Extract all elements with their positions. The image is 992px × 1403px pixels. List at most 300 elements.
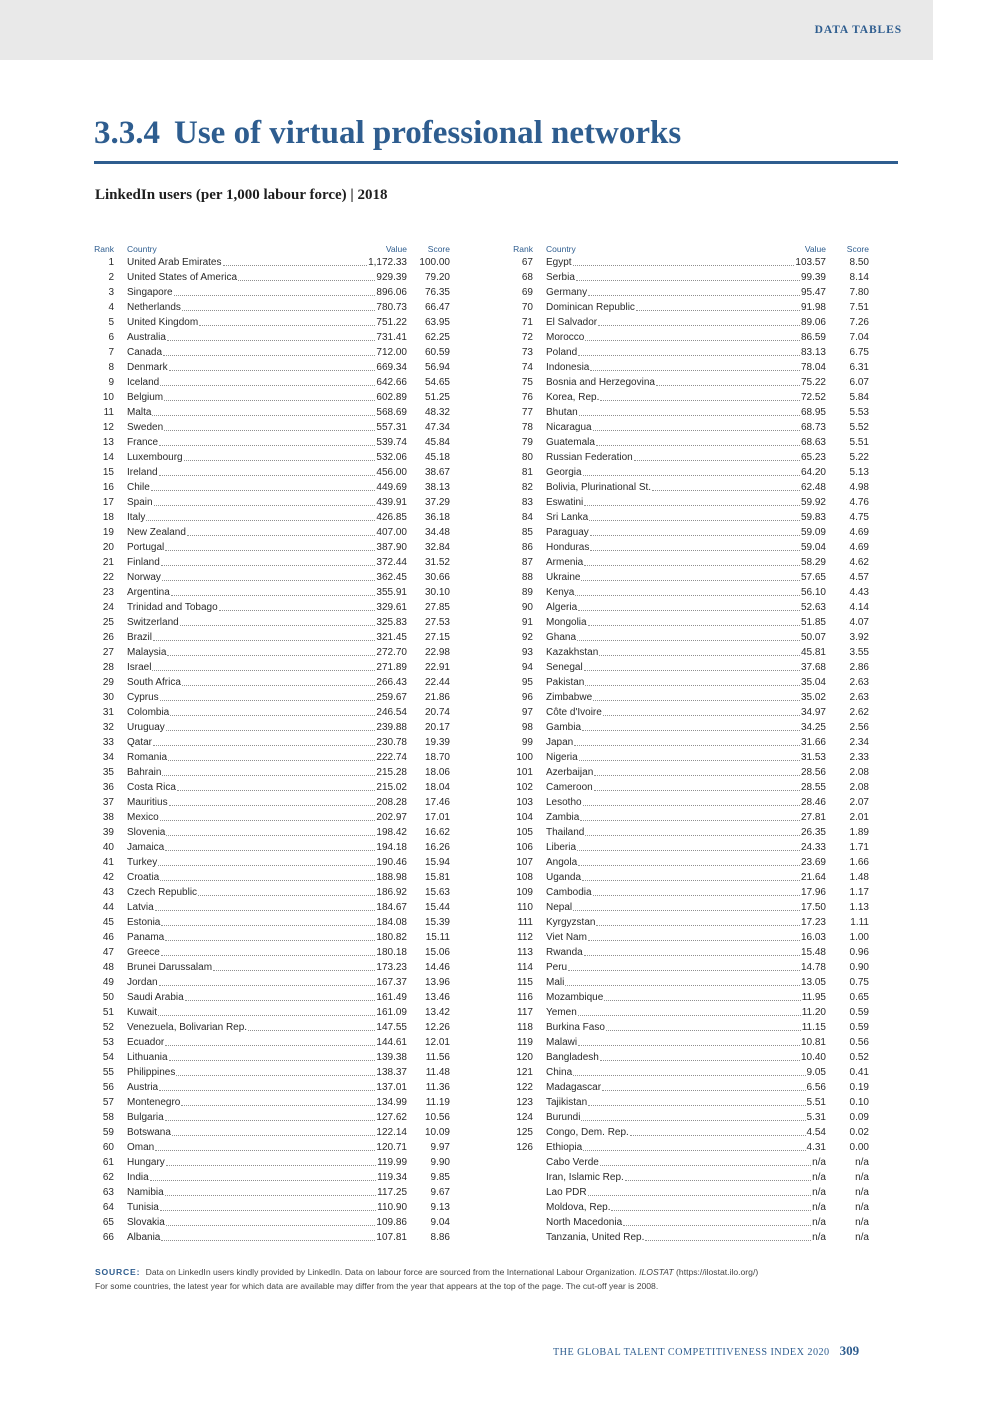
rank-cell: 33 (102, 737, 114, 748)
score-cell: 76.35 (424, 287, 450, 298)
country-name: Bulgaria (127, 1112, 164, 1123)
value-cell: 731.41 (376, 332, 407, 343)
country-name: Brazil (127, 632, 153, 643)
score-cell: 18.70 (424, 752, 450, 763)
dot-leader (159, 1090, 375, 1091)
table-row (94, 405, 450, 420)
country-value-cell (114, 495, 407, 510)
dot-leader (590, 550, 800, 551)
rank-cell: 106 (516, 842, 533, 853)
country-value-cell (114, 1125, 407, 1140)
value-cell: 202.97 (376, 812, 407, 823)
country-name: Nigeria (546, 752, 578, 763)
column-header-score: Score (846, 243, 869, 254)
value-cell: 137.01 (376, 1082, 407, 1093)
country-value-cell (533, 675, 826, 690)
score-cell: 22.91 (424, 662, 450, 673)
country-name: Namibia (127, 1187, 164, 1198)
score-cell: 8.86 (430, 1232, 450, 1243)
country-name: Zimbabwe (546, 692, 593, 703)
value-cell: 127.62 (376, 1112, 407, 1123)
table-row (513, 855, 869, 870)
dot-leader (155, 910, 376, 911)
country-value-cell (114, 510, 407, 525)
column-header-score: Score (427, 243, 450, 254)
rank-cell: 93 (521, 647, 533, 658)
score-cell: 4.76 (849, 497, 869, 508)
country-name: Philippines (127, 1067, 176, 1078)
score-cell: 18.06 (424, 767, 450, 778)
table-row (513, 1200, 869, 1215)
value-cell: 50.07 (800, 632, 826, 643)
country-value-cell (114, 765, 407, 780)
rank-cell: 21 (102, 557, 114, 568)
rank-cell: 86 (521, 542, 533, 553)
value-cell: 56.10 (800, 587, 826, 598)
table-row (94, 285, 450, 300)
score-cell: n/a (855, 1217, 869, 1228)
score-cell: 10.56 (424, 1112, 450, 1123)
country-name: Nepal (546, 902, 573, 913)
value-cell: 669.34 (376, 362, 407, 373)
table-row (94, 300, 450, 315)
rank-cell: 53 (102, 1037, 114, 1048)
table-row (94, 1035, 450, 1050)
country-value-cell (533, 870, 826, 885)
country-name: Tanzania, United Rep. (546, 1232, 645, 1243)
dot-leader (166, 730, 376, 731)
value-cell: 11.95 (801, 992, 826, 1003)
dot-leader (180, 625, 376, 626)
value-cell: 17.23 (800, 917, 826, 928)
country-value-cell (114, 435, 407, 450)
country-name: Kyrgyzstan (546, 917, 596, 928)
dot-leader (578, 355, 800, 356)
country-value-cell (533, 1005, 826, 1020)
table-row (513, 1050, 869, 1065)
dot-leader (606, 1030, 801, 1031)
rank-cell: 77 (521, 407, 533, 418)
country-name: Costa Rica (127, 782, 176, 793)
rank-cell: 72 (521, 332, 533, 343)
score-cell: 0.59 (849, 1022, 869, 1033)
country-name: Algeria (546, 602, 578, 613)
table-row (513, 270, 869, 285)
dot-leader (169, 805, 376, 806)
table-row (513, 555, 869, 570)
country-name: Angola (546, 857, 578, 868)
dot-leader (588, 1105, 805, 1106)
rank-cell: 56 (102, 1082, 114, 1093)
country-value-cell (533, 480, 826, 495)
rank-cell: 28 (102, 662, 114, 673)
table-row (94, 810, 450, 825)
dot-leader (579, 760, 800, 761)
country-value-cell (533, 1035, 826, 1050)
table-row (513, 1215, 869, 1230)
country-name: Qatar (127, 737, 153, 748)
dot-leader (169, 370, 376, 371)
column-header-country-value (114, 244, 407, 254)
score-cell: 17.01 (424, 812, 450, 823)
value-cell: n/a (812, 1217, 826, 1228)
country-name: Gambia (546, 722, 582, 733)
rank-cell: 43 (102, 887, 114, 898)
score-cell: 0.19 (849, 1082, 869, 1093)
value-cell: 271.89 (376, 662, 407, 673)
country-name: Sri Lanka (546, 512, 589, 523)
dot-leader (150, 1180, 376, 1181)
value-cell: 259.67 (376, 692, 407, 703)
rank-cell: 5 (108, 317, 114, 328)
dot-leader (600, 400, 800, 401)
country-value-cell (114, 315, 407, 330)
score-cell: 15.44 (424, 902, 450, 913)
country-name: Thailand (546, 827, 585, 838)
table-row (513, 510, 869, 525)
score-cell: 16.62 (424, 827, 450, 838)
country-value-cell (114, 990, 407, 1005)
score-cell: 7.04 (849, 332, 869, 343)
table-row (513, 615, 869, 630)
table-row (513, 870, 869, 885)
table-row (513, 960, 869, 975)
table-left (94, 242, 450, 1245)
country-name: India (127, 1172, 149, 1183)
country-name: Austria (127, 1082, 159, 1093)
country-name: Spain (127, 497, 153, 508)
dot-leader (573, 1075, 805, 1076)
rank-cell: 57 (102, 1097, 114, 1108)
country-value-cell (114, 900, 407, 915)
table-row (513, 735, 869, 750)
value-cell: 557.31 (376, 422, 407, 433)
country-name: Botswana (127, 1127, 171, 1138)
country-value-cell (114, 885, 407, 900)
rank-cell: 67 (521, 257, 533, 268)
table-row (94, 660, 450, 675)
rank-cell: 17 (102, 497, 114, 508)
score-cell: 1.48 (849, 872, 869, 883)
country-value-cell (114, 1200, 407, 1215)
country-name: Brunei Darussalam (127, 962, 213, 973)
country-value-cell (114, 405, 407, 420)
country-value-cell (533, 555, 826, 570)
score-cell: 0.56 (849, 1037, 869, 1048)
value-cell: 5.51 (806, 1097, 826, 1108)
table-row (94, 1020, 450, 1035)
table-row (94, 390, 450, 405)
dot-leader (588, 940, 800, 941)
dot-leader (169, 1060, 376, 1061)
table-row (513, 780, 869, 795)
country-name: Mongolia (546, 617, 587, 628)
value-cell: 59.09 (800, 527, 826, 538)
country-value-cell (533, 315, 826, 330)
value-cell: n/a (812, 1157, 826, 1168)
country-value-cell (533, 510, 826, 525)
table-row (513, 840, 869, 855)
country-value-cell (114, 480, 407, 495)
country-name: Australia (127, 332, 166, 343)
value-cell: 107.81 (376, 1232, 407, 1243)
table-row (513, 885, 869, 900)
table-row (94, 915, 450, 930)
rank-cell: 25 (102, 617, 114, 628)
rank-cell: 125 (516, 1127, 533, 1138)
score-cell: 7.51 (849, 302, 869, 313)
dot-leader (167, 340, 376, 341)
column-header-rank: Rank (94, 243, 114, 254)
value-cell: 21.64 (800, 872, 826, 883)
country-name: Kuwait (127, 1007, 158, 1018)
score-cell: 3.55 (849, 647, 869, 658)
country-value-cell (533, 330, 826, 345)
dot-leader (198, 895, 375, 896)
table-row (513, 450, 869, 465)
table-row (94, 840, 450, 855)
dot-leader (153, 640, 375, 641)
country-name: Slovenia (127, 827, 166, 838)
score-cell: 5.13 (849, 467, 869, 478)
score-cell: 27.53 (424, 617, 450, 628)
table-row (513, 1155, 869, 1170)
rank-cell: 114 (517, 962, 533, 973)
country-name: Canada (127, 347, 163, 358)
rank-cell: 52 (102, 1022, 114, 1033)
table-row (513, 1080, 869, 1095)
rank-cell: 75 (521, 377, 533, 388)
country-value-cell (114, 585, 407, 600)
table-subtitle: LinkedIn users (per 1,000 labour force) | 2018 (95, 187, 388, 203)
value-cell: 28.55 (800, 782, 826, 793)
table-row (94, 780, 450, 795)
country-value-cell (114, 345, 407, 360)
value-cell: 109.86 (376, 1217, 407, 1228)
value-cell: 362.45 (376, 572, 407, 583)
score-cell: n/a (855, 1172, 869, 1183)
table-row (513, 1095, 869, 1110)
dot-leader (161, 1240, 375, 1241)
country-name: Yemen (546, 1007, 577, 1018)
country-value-cell (533, 990, 826, 1005)
dot-leader (568, 970, 800, 971)
table-row (513, 825, 869, 840)
country-value-cell (533, 300, 826, 315)
country-name: Honduras (546, 542, 590, 553)
country-name: Ethiopia (546, 1142, 583, 1153)
country-value-cell (533, 780, 826, 795)
dot-leader (611, 1210, 811, 1211)
country-name: United States of America (127, 272, 238, 283)
score-cell: 56.94 (424, 362, 450, 373)
rank-cell: 115 (517, 977, 533, 988)
dot-leader (656, 385, 800, 386)
rank-cell: 101 (516, 767, 533, 778)
rank-cell: 76 (521, 392, 533, 403)
dot-leader (599, 655, 800, 656)
dot-leader (600, 1060, 800, 1061)
rank-cell: 29 (102, 677, 114, 688)
score-cell: 60.59 (424, 347, 450, 358)
country-name: Germany (546, 287, 588, 298)
rank-cell: 22 (102, 572, 114, 583)
dot-leader (578, 610, 800, 611)
country-value-cell (533, 1065, 826, 1080)
value-cell: 72.52 (800, 392, 826, 403)
country-value-cell (114, 1035, 407, 1050)
country-name: Cambodia (546, 887, 592, 898)
country-value-cell (114, 780, 407, 795)
rank-cell: 120 (516, 1052, 533, 1063)
value-cell: 180.82 (376, 932, 407, 943)
value-cell: 5.31 (806, 1112, 826, 1123)
table-row (94, 435, 450, 450)
score-cell: 45.18 (424, 452, 450, 463)
table-row (513, 975, 869, 990)
dot-leader (158, 865, 375, 866)
country-name: Tajikistan (546, 1097, 588, 1108)
score-cell: 79.20 (424, 272, 450, 283)
country-name: Pakistan (546, 677, 585, 688)
country-value-cell (533, 735, 826, 750)
country-name: Liberia (546, 842, 577, 853)
value-cell: 51.85 (800, 617, 826, 628)
table-row (94, 555, 450, 570)
table-row (94, 450, 450, 465)
country-value-cell (114, 300, 407, 315)
value-cell: 58.29 (800, 557, 826, 568)
table-row (94, 705, 450, 720)
score-cell: 38.67 (424, 467, 450, 478)
value-cell: 28.46 (800, 797, 826, 808)
country-value-cell (114, 810, 407, 825)
country-value-cell (114, 540, 407, 555)
score-cell: 13.42 (424, 1007, 450, 1018)
dot-leader (165, 850, 375, 851)
rank-cell: 99 (521, 737, 533, 748)
rank-cell: 71 (521, 317, 533, 328)
country-value-cell (114, 1170, 407, 1185)
score-cell: 15.06 (424, 947, 450, 958)
country-name: China (546, 1067, 573, 1078)
score-cell: 45.84 (424, 437, 450, 448)
country-name: Guatemala (546, 437, 595, 448)
score-cell: 12.26 (424, 1022, 450, 1033)
country-value-cell (114, 645, 407, 660)
dot-leader (582, 880, 800, 881)
country-value-cell (533, 810, 826, 825)
rank-cell: 13 (102, 437, 114, 448)
dot-leader (602, 1090, 806, 1091)
dot-leader (166, 835, 375, 836)
value-cell: 68.73 (800, 422, 826, 433)
score-cell: 9.85 (430, 1172, 450, 1183)
country-name: Russian Federation (546, 452, 633, 463)
score-cell: 1.17 (849, 887, 869, 898)
rank-cell: 40 (102, 842, 114, 853)
country-value-cell (533, 855, 826, 870)
table-row (513, 1110, 869, 1125)
dot-leader (583, 805, 800, 806)
value-cell: 68.63 (800, 437, 826, 448)
rank-cell: 87 (521, 557, 533, 568)
score-cell: 1.11 (850, 917, 869, 928)
rank-cell: 68 (521, 272, 533, 283)
value-cell: 539.74 (376, 437, 407, 448)
country-name: Morocco (546, 332, 585, 343)
country-value-cell (533, 975, 826, 990)
dot-leader (623, 1225, 811, 1226)
country-name: Italy (127, 512, 146, 523)
score-cell: 4.62 (849, 557, 869, 568)
rank-cell: 122 (516, 1082, 533, 1093)
score-cell: 51.25 (424, 392, 450, 403)
dot-leader (161, 955, 376, 956)
score-cell: 36.18 (424, 512, 450, 523)
rank-cell: 32 (102, 722, 114, 733)
country-name: Montenegro (127, 1097, 181, 1108)
dot-leader (160, 700, 376, 701)
value-cell: n/a (812, 1187, 826, 1198)
page-number: 309 (839, 1343, 860, 1358)
country-name: Denmark (127, 362, 168, 373)
table-row (513, 945, 869, 960)
country-value-cell (533, 540, 826, 555)
rank-cell: 102 (516, 782, 533, 793)
value-cell: 91.98 (800, 302, 826, 313)
value-cell: 896.06 (376, 287, 407, 298)
dot-leader (159, 475, 376, 476)
value-cell: 246.54 (376, 707, 407, 718)
value-cell: 14.78 (800, 962, 826, 973)
table-row (513, 465, 869, 480)
value-cell: 27.81 (800, 812, 826, 823)
country-name: France (127, 437, 159, 448)
value-cell: 751.22 (376, 317, 407, 328)
dot-leader (581, 1120, 805, 1121)
dot-leader (146, 520, 375, 521)
country-value-cell (533, 615, 826, 630)
table-row (94, 1170, 450, 1185)
country-value-cell (533, 1230, 826, 1245)
value-cell: 119.99 (377, 1157, 407, 1168)
table-row (94, 1155, 450, 1170)
value-cell: 110.90 (377, 1202, 407, 1213)
rank-cell: 3 (108, 287, 114, 298)
country-value-cell (533, 255, 826, 270)
rank-cell: 50 (102, 992, 114, 1003)
table-row (94, 1200, 450, 1215)
country-name: Ukraine (546, 572, 581, 583)
dot-leader (165, 1195, 376, 1196)
score-cell: 32.84 (424, 542, 450, 553)
country-name: Iceland (127, 377, 160, 388)
score-cell: 2.62 (849, 707, 869, 718)
score-cell: 4.57 (849, 572, 869, 583)
country-value-cell (533, 435, 826, 450)
table-row (513, 705, 869, 720)
section-title: Use of virtual professional networks (174, 115, 682, 151)
country-value-cell (114, 1140, 407, 1155)
country-name: Chile (127, 482, 150, 493)
rank-cell: 124 (516, 1112, 533, 1123)
country-value-cell (114, 915, 407, 930)
value-cell: 35.04 (800, 677, 826, 688)
country-name: Paraguay (546, 527, 589, 538)
country-value-cell (114, 1005, 407, 1020)
column-header-country: Country (127, 243, 157, 254)
